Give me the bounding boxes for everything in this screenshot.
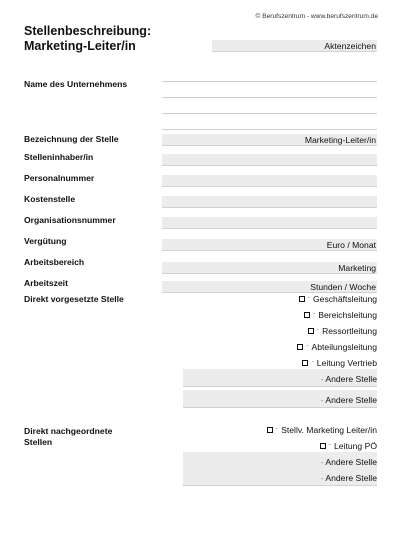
option-leitung-vertrieb[interactable]: - Leitung Vertrieb bbox=[302, 357, 377, 369]
label-nachgeordnete-line-1: Direkt nachgeordnete bbox=[24, 426, 113, 436]
label-verguetung: Vergütung bbox=[24, 236, 67, 246]
label-organisationsnummer: Organisationsnummer bbox=[24, 215, 116, 225]
verguetung-unit: Euro / Monat bbox=[326, 240, 376, 250]
kostenstelle-field[interactable] bbox=[162, 196, 377, 208]
copyright-notice: © Berufszentrum - www.berufszentrum.de bbox=[255, 13, 378, 20]
label-arbeitszeit: Arbeitszeit bbox=[24, 278, 68, 288]
aktenzeichen-label: Aktenzeichen bbox=[324, 41, 376, 51]
label-nachgeordnete-line-2: Stellen bbox=[24, 437, 53, 447]
option-label: Ressortleitung bbox=[322, 326, 377, 336]
option-leitung-poe[interactable]: - Leitung PÖ bbox=[320, 440, 377, 452]
aktenzeichen-field[interactable] bbox=[212, 40, 377, 52]
option-ressortleitung[interactable]: - Ressortleitung bbox=[308, 325, 377, 337]
unternehmen-line-2[interactable] bbox=[162, 97, 377, 98]
label-arbeitsbereich: Arbeitsbereich bbox=[24, 257, 85, 267]
option-label: Leitung PÖ bbox=[334, 441, 377, 451]
checkbox-icon[interactable] bbox=[304, 312, 310, 318]
unternehmen-line-4[interactable] bbox=[162, 129, 377, 130]
andere-stelle-field-3[interactable]: - Andere Stelle bbox=[183, 452, 377, 470]
document-title bbox=[24, 24, 151, 54]
label-stelle: Bezeichnung der Stelle bbox=[24, 134, 119, 144]
arbeitsbereich-value: Marketing bbox=[338, 263, 376, 273]
title-line-2: Marketing-Leiter/in bbox=[24, 39, 136, 53]
option-label: Stellv. Marketing Leiter/in bbox=[281, 425, 377, 435]
checkbox-icon[interactable] bbox=[308, 328, 314, 334]
option-label: Leitung Vertrieb bbox=[316, 358, 377, 368]
organisationsnummer-field[interactable] bbox=[162, 217, 377, 229]
option-abteilungsleitung[interactable]: - Abteilungsleitung bbox=[297, 341, 377, 353]
option-label: Bereichsleitung bbox=[318, 310, 377, 320]
inhaber-field[interactable] bbox=[162, 154, 377, 166]
label-kostenstelle: Kostenstelle bbox=[24, 194, 76, 204]
checkbox-icon[interactable] bbox=[302, 360, 308, 366]
andere-stelle-field-1[interactable]: - Andere Stelle bbox=[183, 369, 377, 387]
unternehmen-line-1[interactable] bbox=[162, 81, 377, 82]
checkbox-icon[interactable] bbox=[320, 443, 326, 449]
verguetung-field[interactable] bbox=[162, 239, 377, 251]
option-bereichsleitung[interactable]: - Bereichsleitung bbox=[304, 309, 377, 321]
stelle-field[interactable] bbox=[162, 134, 377, 146]
andere-stelle-label: Andere Stelle bbox=[325, 457, 377, 467]
arbeitsbereich-field[interactable] bbox=[162, 262, 377, 274]
checkbox-icon[interactable] bbox=[297, 344, 303, 350]
andere-stelle-label: Andere Stelle bbox=[325, 395, 377, 405]
label-inhaber: Stelleninhaber/in bbox=[24, 152, 94, 162]
stelle-value: Marketing-Leiter/in bbox=[304, 135, 376, 145]
label-nachgeordnete bbox=[24, 426, 112, 448]
andere-stelle-field-2[interactable]: - Andere Stelle bbox=[183, 390, 377, 408]
option-geschaeftsleitung[interactable]: - Geschäftsleitung bbox=[299, 293, 377, 305]
arbeitszeit-field[interactable] bbox=[162, 281, 377, 293]
title-line-1: Stellenbeschreibung: bbox=[24, 24, 152, 38]
personalnummer-field[interactable] bbox=[162, 175, 377, 187]
option-stellv-marketing-leiter[interactable]: - Stellv. Marketing Leiter/in bbox=[267, 424, 377, 436]
label-unternehmen: Name des Unternehmens bbox=[24, 79, 128, 89]
checkbox-icon[interactable] bbox=[267, 427, 273, 433]
unternehmen-line-3[interactable] bbox=[162, 113, 377, 114]
arbeitszeit-unit: Stunden / Woche bbox=[310, 282, 376, 292]
checkbox-icon[interactable] bbox=[299, 296, 305, 302]
andere-stelle-field-4[interactable]: - Andere Stelle bbox=[183, 468, 377, 486]
option-label: Geschäftsleitung bbox=[312, 294, 377, 304]
option-label: Abteilungsleitung bbox=[311, 342, 377, 352]
label-vorgesetzte: Direkt vorgesetzte Stelle bbox=[24, 294, 124, 304]
label-personalnummer: Personalnummer bbox=[24, 173, 95, 183]
andere-stelle-label: Andere Stelle bbox=[325, 374, 377, 384]
andere-stelle-label: Andere Stelle bbox=[325, 473, 377, 483]
